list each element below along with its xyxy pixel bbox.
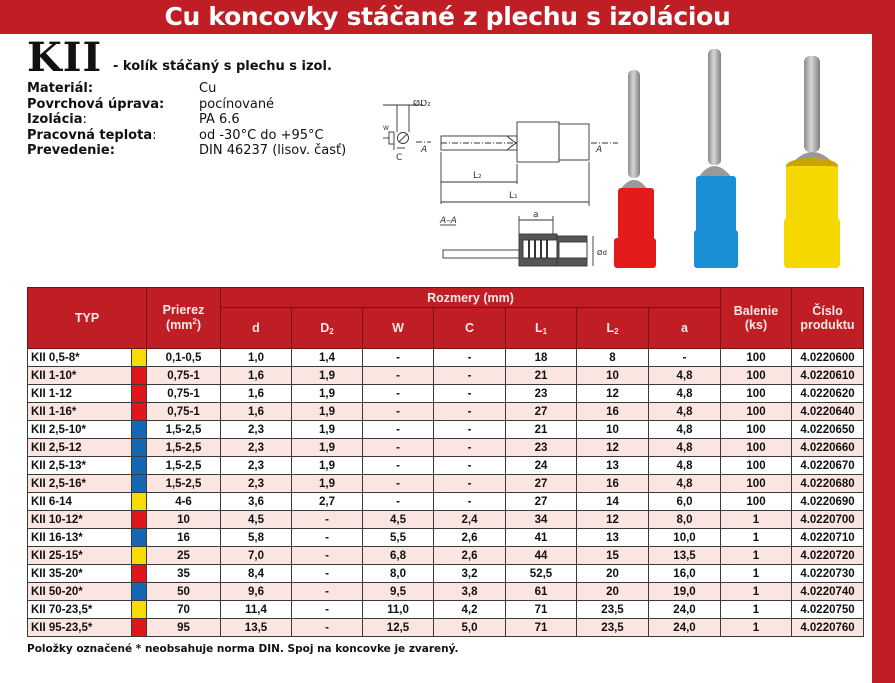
cell-w: - (363, 421, 434, 439)
cell-l2: 16 (577, 475, 649, 493)
cell-prierez: 95 (147, 619, 221, 637)
cell-c: - (434, 475, 506, 493)
spec-row-temperature (27, 128, 346, 144)
cell-cislo: 4.0220670 (792, 457, 864, 475)
cell-l1: 23 (506, 385, 577, 403)
header-l1-sub: 1 (542, 326, 548, 336)
cell-prierez: 1,5-2,5 (147, 439, 221, 457)
cell-typ: KII 70-23,5* (28, 601, 132, 619)
cell-l2: 20 (577, 565, 649, 583)
color-swatch (132, 349, 146, 366)
header-a: a (649, 308, 721, 349)
cell-l1: 71 (506, 601, 577, 619)
table-row (28, 619, 864, 637)
cell-c: 5,0 (434, 619, 506, 637)
spec-label-colon: : (82, 112, 87, 127)
cell-balenie: 100 (721, 439, 792, 457)
color-swatch (132, 457, 146, 474)
cell-prierez: 16 (147, 529, 221, 547)
cell-color (132, 529, 147, 547)
color-swatch (132, 403, 146, 420)
table-row (28, 367, 864, 385)
cell-typ: KII 1-16* (28, 403, 132, 421)
cell-a: 24,0 (649, 619, 721, 637)
cell-l2: 23,5 (577, 601, 649, 619)
cell-c: 2,4 (434, 511, 506, 529)
footnote: Položky označené * neobsahuje norma DIN. Spoj na koncovke je zvarený. (27, 643, 459, 655)
cell-color (132, 511, 147, 529)
cell-d: 9,6 (221, 583, 292, 601)
table-row (28, 403, 864, 421)
cell-d2: 1,9 (292, 475, 363, 493)
cell-a: 4,8 (649, 421, 721, 439)
cell-d2: 1,9 (292, 421, 363, 439)
cell-a: 4,8 (649, 367, 721, 385)
header-w: W (363, 308, 434, 349)
spec-value: pocínované (199, 96, 275, 112)
color-swatch (132, 493, 146, 510)
cell-a: 19,0 (649, 583, 721, 601)
header-prierez (147, 288, 221, 349)
cell-w: 5,5 (363, 529, 434, 547)
cell-prierez: 1,5-2,5 (147, 475, 221, 493)
cell-l2: 12 (577, 511, 649, 529)
cell-c: - (434, 349, 506, 367)
cell-cislo: 4.0220700 (792, 511, 864, 529)
cell-typ: KII 6-14 (28, 493, 132, 511)
cell-d2: - (292, 619, 363, 637)
label-l2: L₂ (473, 171, 482, 181)
header-l1-text: L (534, 320, 543, 335)
cell-d: 3,6 (221, 493, 292, 511)
cell-l1: 41 (506, 529, 577, 547)
cell-l1: 27 (506, 475, 577, 493)
cell-d: 2,3 (221, 457, 292, 475)
table-row (28, 439, 864, 457)
label-section: A–A (440, 216, 457, 226)
cell-balenie: 100 (721, 367, 792, 385)
cell-d: 13,5 (221, 619, 292, 637)
table-row (28, 493, 864, 511)
product-table (27, 287, 864, 637)
cell-color (132, 619, 147, 637)
cell-d2: 1,4 (292, 349, 363, 367)
cell-a: 4,8 (649, 385, 721, 403)
header-balenie (721, 288, 792, 349)
cell-d: 2,3 (221, 475, 292, 493)
header-cislo-text2: produktu (800, 318, 855, 332)
cell-l1: 21 (506, 421, 577, 439)
header-d2-text: D (320, 320, 330, 335)
color-swatch (132, 601, 146, 618)
cell-l2: 15 (577, 547, 649, 565)
label-l1: L₁ (509, 191, 518, 201)
cell-l1: 27 (506, 493, 577, 511)
color-swatch (132, 565, 146, 582)
table-row (28, 349, 864, 367)
cell-balenie: 1 (721, 601, 792, 619)
cell-l2: 10 (577, 367, 649, 385)
spec-value: PA 6.6 (199, 112, 240, 127)
table-row (28, 511, 864, 529)
cell-d2: - (292, 547, 363, 565)
label-a: a (533, 210, 539, 220)
color-swatch (132, 619, 146, 636)
cell-w: - (363, 475, 434, 493)
cell-w: - (363, 367, 434, 385)
cell-l2: 13 (577, 457, 649, 475)
cell-c: - (434, 457, 506, 475)
cell-c: - (434, 421, 506, 439)
cell-typ: KII 2,5-12 (28, 439, 132, 457)
spec-label-text: Pracovná teplota (27, 127, 153, 143)
cell-d: 2,3 (221, 421, 292, 439)
cell-prierez: 0,1-0,5 (147, 349, 221, 367)
cell-d2: 2,7 (292, 493, 363, 511)
cell-prierez: 25 (147, 547, 221, 565)
header-prierez-text: Prierez (162, 303, 205, 318)
cell-cislo: 4.0220760 (792, 619, 864, 637)
cell-d2: - (292, 601, 363, 619)
cell-d: 4,5 (221, 511, 292, 529)
cell-w: 9,5 (363, 583, 434, 601)
cell-color (132, 457, 147, 475)
cell-balenie: 100 (721, 349, 792, 367)
cell-l2: 20 (577, 583, 649, 601)
color-swatch (132, 439, 146, 456)
spec-label (27, 128, 199, 144)
cell-c: - (434, 385, 506, 403)
label-a-left: A (421, 145, 428, 155)
cell-color (132, 583, 147, 601)
product-code: KII (27, 34, 103, 81)
cell-l1: 34 (506, 511, 577, 529)
cell-l1: 24 (506, 457, 577, 475)
cell-color (132, 601, 147, 619)
cell-c: - (434, 403, 506, 421)
cell-c: - (434, 439, 506, 457)
cell-color (132, 475, 147, 493)
header-prierez-unit: (mm (165, 318, 193, 333)
table-row (28, 421, 864, 439)
label-d: Ød (597, 249, 607, 257)
cell-typ: KII 95-23,5* (28, 619, 132, 637)
spec-row-standard (27, 143, 346, 159)
cell-color (132, 565, 147, 583)
cell-typ: KII 35-20* (28, 565, 132, 583)
cell-balenie: 1 (721, 511, 792, 529)
cell-l2: 14 (577, 493, 649, 511)
spec-list (27, 81, 346, 159)
header-c: C (434, 308, 506, 349)
cell-typ: KII 1-12 (28, 385, 132, 403)
header-prierez-sup: 2 (192, 317, 197, 327)
sleeve (559, 124, 589, 160)
cell-l1: 27 (506, 403, 577, 421)
header-balenie-unit: (ks) (744, 318, 768, 332)
cell-w: 4,5 (363, 511, 434, 529)
cell-prierez: 0,75-1 (147, 385, 221, 403)
spec-row-insulation (27, 112, 346, 128)
header-d2 (292, 308, 363, 349)
cell-d: 1,0 (221, 349, 292, 367)
label-c: C (396, 153, 403, 163)
cell-l2: 12 (577, 439, 649, 457)
cell-a: 10,0 (649, 529, 721, 547)
cell-color (132, 421, 147, 439)
label-a-right: A (596, 145, 603, 155)
cell-d2: - (292, 511, 363, 529)
cell-c: 2,6 (434, 529, 506, 547)
cell-c: 4,2 (434, 601, 506, 619)
cell-balenie: 1 (721, 583, 792, 601)
color-swatch (132, 475, 146, 492)
cell-d2: 1,9 (292, 385, 363, 403)
cell-prierez: 4-6 (147, 493, 221, 511)
red-pin-terminal-icon (614, 70, 656, 268)
cell-a: 13,5 (649, 547, 721, 565)
header-l1 (506, 308, 577, 349)
cell-w: 6,8 (363, 547, 434, 565)
cell-l1: 18 (506, 349, 577, 367)
cell-typ: KII 1-10* (28, 367, 132, 385)
cell-cislo: 4.0220710 (792, 529, 864, 547)
cell-d2: - (292, 583, 363, 601)
cell-cislo: 4.0220730 (792, 565, 864, 583)
cell-cislo: 4.0220640 (792, 403, 864, 421)
color-swatch (132, 529, 146, 546)
label-d2: ØD₂ (413, 100, 431, 109)
cell-balenie: 1 (721, 619, 792, 637)
cell-cislo: 4.0220600 (792, 349, 864, 367)
cell-prierez: 35 (147, 565, 221, 583)
spec-label: Prevedenie: (27, 143, 115, 158)
cell-a: 4,8 (649, 439, 721, 457)
cell-typ: KII 10-12* (28, 511, 132, 529)
cell-a: - (649, 349, 721, 367)
cell-prierez: 1,5-2,5 (147, 457, 221, 475)
spec-value: Cu (199, 81, 217, 96)
cell-d2: - (292, 565, 363, 583)
cell-typ: KII 25-15* (28, 547, 132, 565)
cell-d2: 1,9 (292, 457, 363, 475)
cell-cislo: 4.0220610 (792, 367, 864, 385)
cell-a: 4,8 (649, 457, 721, 475)
cell-balenie: 1 (721, 565, 792, 583)
header-prierez-close: ) (196, 318, 202, 333)
cell-d: 1,6 (221, 403, 292, 421)
cell-d2: - (292, 529, 363, 547)
cell-d: 1,6 (221, 367, 292, 385)
cell-cislo: 4.0220690 (792, 493, 864, 511)
header-cislo (792, 288, 864, 349)
header-l2-sub: 2 (614, 326, 619, 336)
cell-d2: 1,9 (292, 439, 363, 457)
cell-color (132, 547, 147, 565)
cell-d: 8,4 (221, 565, 292, 583)
cell-l1: 21 (506, 367, 577, 385)
cell-l1: 71 (506, 619, 577, 637)
technical-drawing (383, 100, 618, 270)
cell-l1: 44 (506, 547, 577, 565)
header-l2-text: L (606, 320, 615, 335)
header-d: d (221, 308, 292, 349)
yellow-pin-terminal-icon (784, 56, 840, 268)
barrel (517, 122, 559, 162)
cell-balenie: 100 (721, 403, 792, 421)
cell-w: 11,0 (363, 601, 434, 619)
front-view-rect (389, 132, 394, 144)
cell-l2: 13 (577, 529, 649, 547)
cell-a: 24,0 (649, 601, 721, 619)
cell-a: 4,8 (649, 403, 721, 421)
header-d2-sub: 2 (329, 326, 334, 336)
cell-prierez: 0,75-1 (147, 403, 221, 421)
cell-typ: KII 2,5-10* (28, 421, 132, 439)
product-photo (598, 42, 870, 274)
cell-d: 7,0 (221, 547, 292, 565)
cell-a: 8,0 (649, 511, 721, 529)
header-l2 (577, 308, 649, 349)
table-row (28, 583, 864, 601)
cell-typ: KII 0,5-8* (28, 349, 132, 367)
cell-c: - (434, 493, 506, 511)
cell-d: 1,6 (221, 385, 292, 403)
cell-color (132, 367, 147, 385)
product-subtitle: - kolík stáčaný s plechu s izol. (113, 59, 332, 74)
cell-c: 2,6 (434, 547, 506, 565)
cell-c: 3,2 (434, 565, 506, 583)
spec-row-material (27, 81, 346, 97)
cell-c: - (434, 367, 506, 385)
cell-prierez: 70 (147, 601, 221, 619)
table-row (28, 385, 864, 403)
cell-typ: KII 16-13* (28, 529, 132, 547)
header-rozmery: Rozmery (mm) (221, 288, 721, 308)
cell-w: 8,0 (363, 565, 434, 583)
color-swatch (132, 367, 146, 384)
cell-w: - (363, 349, 434, 367)
cell-balenie: 100 (721, 385, 792, 403)
cell-d2: 1,9 (292, 403, 363, 421)
color-swatch (132, 547, 146, 564)
cell-prierez: 10 (147, 511, 221, 529)
cell-color (132, 439, 147, 457)
header-typ: TYP (28, 288, 147, 349)
header-balenie-text: Balenie (733, 304, 779, 318)
color-swatch (132, 421, 146, 438)
table-row (28, 565, 864, 583)
cell-l2: 16 (577, 403, 649, 421)
cell-a: 6,0 (649, 493, 721, 511)
cell-c: 3,8 (434, 583, 506, 601)
cell-l2: 23,5 (577, 619, 649, 637)
cell-a: 16,0 (649, 565, 721, 583)
spec-row-surface (27, 97, 346, 113)
cell-color (132, 385, 147, 403)
color-swatch (132, 583, 146, 600)
cell-w: - (363, 403, 434, 421)
spec-label-text: Izolácia (27, 112, 83, 127)
cell-balenie: 100 (721, 421, 792, 439)
label-w: W (383, 125, 389, 132)
cell-color (132, 349, 147, 367)
cell-cislo: 4.0220750 (792, 601, 864, 619)
cell-balenie: 1 (721, 547, 792, 565)
spec-value: DIN 46237 (lisov. časť) (199, 143, 347, 158)
table-row (28, 547, 864, 565)
cell-cislo: 4.0220720 (792, 547, 864, 565)
cell-balenie: 100 (721, 475, 792, 493)
cell-cislo: 4.0220660 (792, 439, 864, 457)
cell-balenie: 100 (721, 493, 792, 511)
color-swatch (132, 385, 146, 402)
cell-l2: 12 (577, 385, 649, 403)
cell-w: - (363, 457, 434, 475)
cell-balenie: 1 (721, 529, 792, 547)
cell-d: 2,3 (221, 439, 292, 457)
table-body (28, 349, 864, 637)
cell-l1: 52,5 (506, 565, 577, 583)
cell-cislo: 4.0220620 (792, 385, 864, 403)
cell-prierez: 0,75-1 (147, 367, 221, 385)
cell-l2: 10 (577, 421, 649, 439)
table-row (28, 475, 864, 493)
cell-w: - (363, 439, 434, 457)
cell-d: 5,8 (221, 529, 292, 547)
cell-typ: KII 2,5-16* (28, 475, 132, 493)
table-row (28, 529, 864, 547)
cell-cislo: 4.0220650 (792, 421, 864, 439)
spec-label: Povrchová úprava: (27, 96, 165, 112)
cell-color (132, 493, 147, 511)
spec-label (27, 112, 199, 128)
cell-color (132, 403, 147, 421)
table-row (28, 457, 864, 475)
spec-label: Materiál: (27, 81, 94, 96)
cell-cislo: 4.0220740 (792, 583, 864, 601)
cell-prierez: 50 (147, 583, 221, 601)
color-swatch (132, 511, 146, 528)
spec-value: od -30°C do +95°C (199, 127, 324, 143)
cell-l1: 23 (506, 439, 577, 457)
cell-d: 11,4 (221, 601, 292, 619)
spec-label-colon: : (152, 127, 157, 143)
cell-cislo: 4.0220680 (792, 475, 864, 493)
side-accent-bar (872, 34, 895, 683)
cell-a: 4,8 (649, 475, 721, 493)
cell-w: - (363, 385, 434, 403)
cell-l2: 8 (577, 349, 649, 367)
blue-pin-terminal-icon (694, 49, 738, 268)
cell-l1: 61 (506, 583, 577, 601)
cell-d2: 1,9 (292, 367, 363, 385)
cell-w: 12,5 (363, 619, 434, 637)
table-row (28, 601, 864, 619)
cell-typ: KII 2,5-13* (28, 457, 132, 475)
header-cislo-text: Číslo (812, 304, 843, 318)
cell-w: - (363, 493, 434, 511)
cell-typ: KII 50-20* (28, 583, 132, 601)
cell-balenie: 100 (721, 457, 792, 475)
page-title: Cu koncovky stáčané z plechu s izoláciou (0, 0, 895, 34)
cell-prierez: 1,5-2,5 (147, 421, 221, 439)
